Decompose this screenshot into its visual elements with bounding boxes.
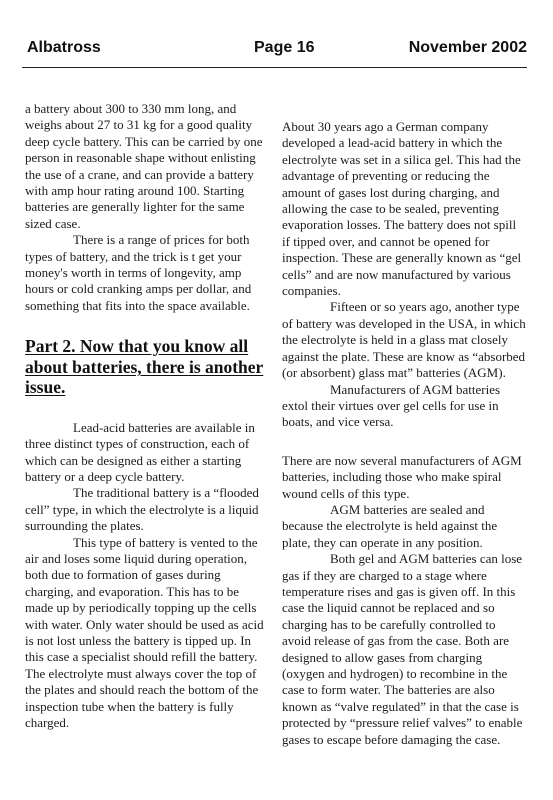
section-heading: Part 2. Now that you know all about batteries, there is another issue. bbox=[25, 336, 264, 398]
left-column bbox=[25, 101, 269, 732]
body-paragraph: Manufacturers of AGM batteries extol their virtues over gel cells for use in boats, and vice versa. bbox=[282, 381, 501, 430]
body-paragraph: There is a range of prices for both types of battery, and the trick is t get your money's worth in terms of longevity, amp hours or cold cranking amps per dollar, and something that fits into the space available. bbox=[25, 232, 252, 313]
body-paragraph: About 30 years ago a German company developed a lead-acid battery in which the electrolyte was set in a silica gel. This had the advantage of preventing or reducing the amount of gases lost during charging, and allowing the case to be sealed, preventing evaporation losses. The battery does not spill if tipped over, and cannot be opened for inspection. These are generally known as “gel cells” and are now manufactured by various companies. bbox=[282, 119, 522, 299]
page-number: Page 16 bbox=[254, 39, 315, 56]
body-paragraph: This type of battery is vented to the air and loses some liquid during operation, both due to formation of gases during charging, and evaporation. This has to be made up by periodically topping up the cells with water. Only water should be used as acid is not lost unless the battery is tipped up. In this case a specialist should refill the battery. The electrolyte must always cover the top of the plates and should reach the bottom of the inspection tube when the battery is fully charged. bbox=[25, 534, 264, 731]
body-paragraph: Both gel and AGM batteries can lose gas if they are charged to a stage where temperature rises and gas is given off. In this case the liquid cannot be replaced and so charging has to be carefully controlled to avoid release of gas from the case. Both are designed to allow gases from charging (oxygen and hydrogen) to recombine in the case to form water. The batteries are also known as “valve regulated” in that the case is protected by “pressure relief valves” to enable gases to escape before damaging the case. bbox=[282, 551, 523, 747]
body-paragraph: There are now several manufacturers of AGM batteries, including those who make spiral wound cells of this type. bbox=[282, 452, 522, 501]
body-paragraph: Lead-acid batteries are available in three distinct types of construction, each of which can be designed as either a starting battery or a deep cycle battery. bbox=[25, 419, 255, 484]
body-paragraph: The traditional battery is a “flooded cell” type, in which the electrolyte is a liquid surrounding the plates. bbox=[25, 485, 259, 534]
issue-date: November 2002 bbox=[408, 39, 527, 56]
right-column bbox=[282, 119, 526, 748]
publication-title: Albatross bbox=[27, 39, 101, 56]
body-paragraph: AGM batteries are sealed and because the electrolyte is held against the plate, they can operate in any position. bbox=[282, 501, 498, 550]
page-header bbox=[27, 39, 527, 61]
header-rule bbox=[22, 67, 527, 68]
body-paragraph: Fifteen or so years ago, another type of battery was developed in the USA, in which the electrolyte is held in a glass mat closely against the plate. These are know as “absorbed (or absorbent) glass mat” batteries (AGM). bbox=[282, 299, 526, 381]
body-paragraph: a battery about 300 to 330 mm long, and weighs about 27 to 31 kg for a good quality deep cycle battery. This can be carried by one person in reasonable shape without enlisting the use of a crane, and can provide a battery with amp hour rating around 100. Starting batteries are generally lighter for the same sized case. bbox=[25, 101, 263, 231]
